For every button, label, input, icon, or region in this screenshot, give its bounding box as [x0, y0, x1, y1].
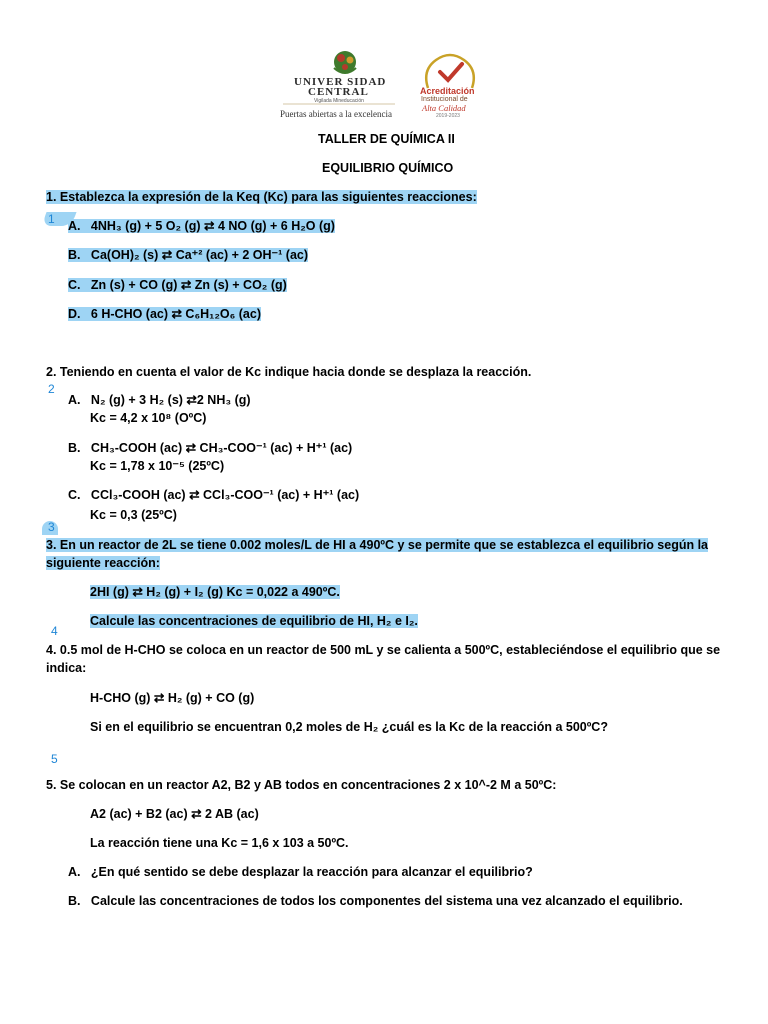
- accreditation-line2: Institucional de: [421, 96, 468, 103]
- question-2-item-b: B. CH₃-COOH (ac) ⇄ CH₃-COO⁻¹ (ac) + H⁺¹ (ac): [68, 441, 353, 455]
- accreditation-years: 2019-2023: [436, 113, 460, 119]
- question-1-item-c: C. Zn (s) + CO (g) ⇄ Zn (s) + CO₂ (g): [68, 278, 287, 292]
- annotation-1: 1: [48, 212, 55, 226]
- question-4-stem-line1: 4. 0.5 mol de H-CHO se coloca en un reactor de 500 mL y se calienta a 500ºC, estableciéndose el equilibrio que se: [46, 643, 721, 657]
- document-subtitle: EQUILIBRIO QUÍMICO: [322, 161, 454, 175]
- question-1-item-b: B. Ca(OH)₂ (s) ⇄ Ca⁺² (ac) + 2 OH⁻¹ (ac): [68, 248, 309, 262]
- question-5-stem: 5. Se colocan en un reactor A2, B2 y AB todos en concentraciones 2 x 10^-2 M a 50ºC:: [46, 778, 557, 792]
- question-1-stem: 1. Establezca la expresión de la Keq (Kc) para las siguientes reacciones:: [46, 190, 477, 204]
- question-5-item-a: A. ¿En qué sentido se debe desplazar la reacción para alcanzar el equilibrio?: [68, 865, 533, 879]
- university-motto: Puertas abiertas a la excelencia: [280, 109, 392, 119]
- annotation-3: 3: [48, 520, 55, 534]
- university-name-line2: CENTRAL: [308, 86, 369, 98]
- question-4-ask: Si en el equilibrio se encuentran 0,2 moles de H₂ ¿cuál es la Kc de la reacción a 500ºC?: [90, 720, 608, 734]
- document-title: TALLER DE QUÍMICA II: [318, 132, 455, 146]
- question-2-item-b-kc: Kc = 1,78 x 10⁻⁵ (25ºC): [90, 459, 225, 473]
- question-5-reaction: A2 (ac) + B2 (ac) ⇄ 2 AB (ac): [90, 807, 259, 821]
- question-5-kc: La reacción tiene una Kc = 1,6 x 103 a 50ºC.: [90, 836, 349, 850]
- question-2-stem: 2. Teniendo en cuenta el valor de Kc indique hacia donde se desplaza la reacción.: [46, 365, 532, 379]
- question-5-item-b: B. Calcule las concentraciones de todos los componentes del sistema una vez alcanzado el equilibrio.: [68, 894, 683, 908]
- question-2-item-c: C. CCl₃-COOH (ac) ⇄ CCl₃-COO⁻¹ (ac) + H⁺¹ (ac): [68, 488, 360, 502]
- annotation-2: 2: [48, 382, 55, 396]
- accreditation-line1: Acreditación: [420, 86, 475, 96]
- university-name-line1: UNIVER SIDAD: [294, 76, 387, 88]
- question-3-stem-line2: siguiente reacción:: [46, 556, 160, 570]
- accreditation-line3: Alta Calidad: [422, 103, 466, 113]
- question-3-reaction: 2HI (g) ⇄ H₂ (g) + I₂ (g) Kc = 0,022 a 490ºC.: [90, 585, 340, 599]
- question-3-ask: Calcule las concentraciones de equilibrio de HI, H₂ e I₂.: [90, 614, 418, 628]
- question-1-item-a: A. 4NH₃ (g) + 5 O₂ (g) ⇄ 4 NO (g) + 6 H₂O (g): [68, 219, 335, 233]
- question-4-stem-line2: indica:: [46, 661, 87, 675]
- university-small-caption: Vigilada Mineducación: [314, 98, 364, 104]
- annotation-5: 5: [51, 752, 58, 766]
- question-4-reaction: H-CHO (g) ⇄ H₂ (g) + CO (g): [90, 691, 255, 705]
- question-2-item-c-kc: Kc = 0,3 (25ºC): [90, 508, 177, 522]
- question-3-stem-line1: 3. En un reactor de 2L se tiene 0.002 moles/L de HI a 490ºC y se permite que se establezca el equilibrio según la: [46, 538, 709, 552]
- annotation-4: 4: [51, 624, 58, 638]
- question-1-item-d: D. 6 H-CHO (ac) ⇄ C₆H₁₂O₆ (ac): [68, 307, 261, 321]
- question-2-item-a: A. N₂ (g) + 3 H₂ (s) ⇄2 NH₃ (g): [68, 393, 251, 407]
- question-2-item-a-kc: Kc = 4,2 x 10⁸ (OºC): [90, 411, 207, 425]
